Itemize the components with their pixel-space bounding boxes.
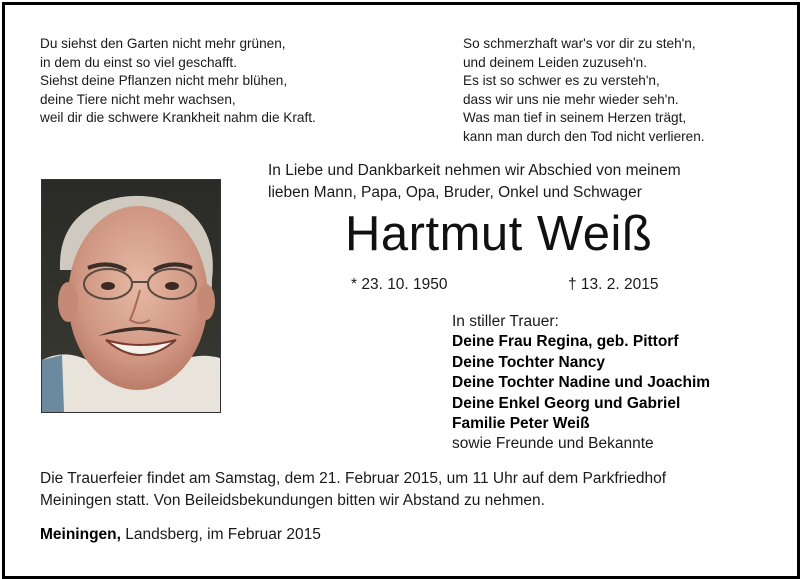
poem-line: kann man durch den Tod nicht verlieren. bbox=[463, 128, 705, 144]
poem-line: Siehst deine Pflanzen nicht mehr blühen, bbox=[40, 73, 288, 89]
mourner-entry: Deine Tochter Nadine und Joachim bbox=[452, 374, 711, 392]
poem-line: So schmerzhaft war's vor dir zu steh'n, bbox=[463, 36, 696, 51]
place-rest: Landsberg, im Februar 2015 bbox=[120, 526, 321, 543]
place-city: Meiningen, bbox=[40, 526, 121, 543]
eye-right bbox=[165, 282, 179, 290]
deceased-name: Hartmut Weiß bbox=[345, 207, 653, 261]
service-line: Meiningen statt. Von Beileidsbekundungen bitten wir Abstand zu nehmen. bbox=[40, 491, 545, 509]
poem-line: Es ist so schwer es zu versteh'n, bbox=[463, 73, 660, 89]
mourners-list bbox=[452, 312, 710, 455]
place-and-date bbox=[40, 526, 321, 544]
mourner-entry: Deine Enkel Georg und Gabriel bbox=[452, 394, 681, 412]
left-ear bbox=[58, 282, 78, 322]
intro-line: lieben Mann, Papa, Opa, Bruder, Onkel und Schwager bbox=[268, 183, 642, 201]
poem-right bbox=[463, 35, 705, 147]
intro-text bbox=[268, 160, 681, 203]
mourner-entry: Familie Peter Weiß bbox=[452, 415, 590, 433]
poem-line: Was man tief in seinem Herzen trägt, bbox=[463, 110, 687, 126]
poem-line: weil dir die schwere Krankheit nahm die Kraft. bbox=[40, 110, 316, 126]
mourners-closing: sowie Freunde und Bekannte bbox=[452, 435, 654, 453]
mourners-heading: In stiller Trauer: bbox=[452, 313, 559, 330]
mourner-entry: Deine Frau Regina, geb. Pittorf bbox=[452, 333, 679, 351]
intro-line: In Liebe und Dankbarkeit nehmen wir Abschied von meinem bbox=[268, 162, 681, 179]
poem-left bbox=[40, 35, 316, 128]
poem-line: dass wir uns nie mehr wieder seh'n. bbox=[463, 91, 679, 107]
poem-line: in dem du einst so viel geschafft. bbox=[40, 54, 237, 70]
birth-date: * 23. 10. 1950 bbox=[351, 276, 448, 293]
service-notice bbox=[40, 468, 666, 511]
service-line: Die Trauerfeier findet am Samstag, dem 21. Februar 2015, um 11 Uhr auf dem Parkfriedhof bbox=[40, 470, 667, 487]
eye-left bbox=[101, 282, 115, 290]
shirt-stripe bbox=[42, 355, 64, 412]
poem-line: deine Tiere nicht mehr wachsen, bbox=[40, 91, 236, 107]
poem-line: Du siehst den Garten nicht mehr grünen, bbox=[40, 36, 286, 51]
poem-line: und deinem Leiden zuzuseh'n. bbox=[463, 54, 647, 70]
mourner-entry: Deine Tochter Nancy bbox=[452, 353, 606, 371]
death-date: † 13. 2. 2015 bbox=[568, 276, 659, 293]
right-ear bbox=[197, 284, 215, 320]
portrait-photo bbox=[41, 179, 221, 413]
